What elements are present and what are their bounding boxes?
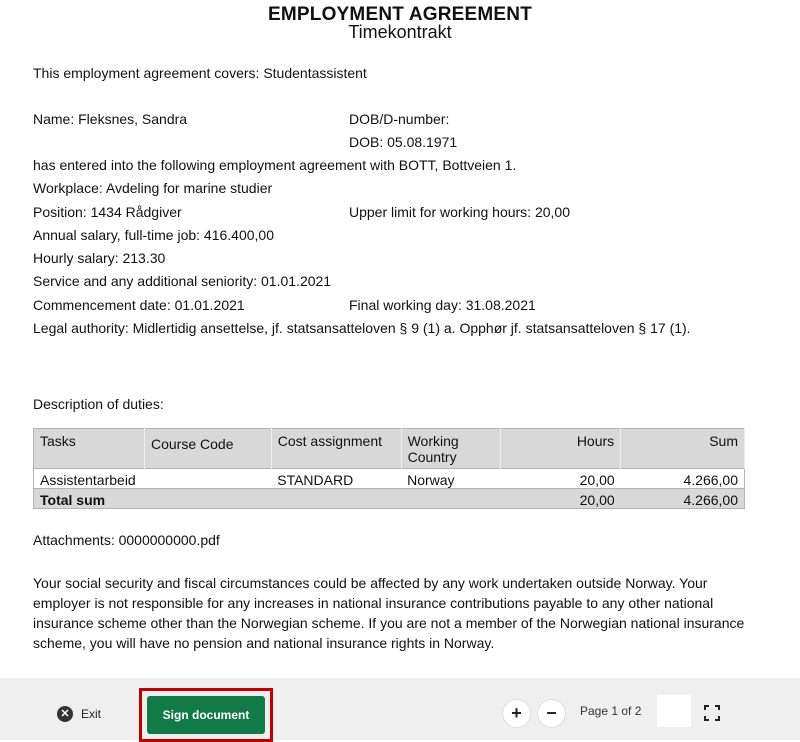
bottom-toolbar xyxy=(0,678,800,740)
total-label: Total sum xyxy=(34,489,145,509)
header-sum: Sum xyxy=(621,429,745,469)
cell-cost-assignment: STANDARD xyxy=(271,469,401,489)
table-header-row xyxy=(34,429,745,469)
cell-hours: 20,00 xyxy=(501,469,621,489)
position: Position: 1434 Rådgiver xyxy=(33,204,182,220)
commencement-date: Commencement date: 01.01.2021 xyxy=(33,297,245,313)
close-circle-icon: ✕ xyxy=(57,706,73,722)
total-sum: 4.266,00 xyxy=(621,489,745,509)
agreement-covers: This employment agreement covers: Studentassistent xyxy=(33,65,367,81)
dob-value: DOB: 05.08.1971 xyxy=(349,134,458,150)
duties-table xyxy=(33,428,745,509)
fullscreen-icon[interactable] xyxy=(703,704,721,722)
annual-salary: Annual salary, full-time job: 416.400,00 xyxy=(33,227,274,243)
exit-label: Exit xyxy=(81,707,102,721)
header-hours: Hours xyxy=(501,429,621,469)
workplace: Workplace: Avdeling for marine studier xyxy=(33,180,273,196)
legal-authority: Legal authority: Midlertidig ansettelse, jf. statsansatteloven § 9 (1) a. Opphør jf. statsansatteloven § 17 (1). xyxy=(33,320,691,336)
cell-course-code xyxy=(144,469,271,489)
header-tasks: Tasks xyxy=(34,429,145,469)
cell-task: Assistentarbeid xyxy=(34,469,145,489)
employee-name: Name: Fleksnes, Sandra xyxy=(33,111,188,127)
attachments: Attachments: 0000000000.pdf xyxy=(33,532,220,548)
total-empty xyxy=(271,489,401,509)
header-working-country: Working Country xyxy=(401,429,501,469)
sign-button-highlight xyxy=(139,688,273,742)
sign-document-button[interactable]: Sign document xyxy=(147,696,265,734)
cell-sum: 4.266,00 xyxy=(621,469,745,489)
disclaimer-paragraph: Your social security and fiscal circumstances could be affected by any work undertaken outside Norway. Your employer is not responsible for any increases in national insurance contributions payable to any other national insurance scheme other than the Norwegian scheme. If you are not a member of the Norwegian national insurance scheme, you will have no pension and national insurance rights in Norway. xyxy=(33,575,745,651)
zoom-out-button[interactable]: − xyxy=(538,700,565,727)
entered-agreement: has entered into the following employment agreement with BOTT, Bottveien 1. xyxy=(33,157,517,173)
total-empty xyxy=(401,489,501,509)
header-cost-assignment: Cost assignment xyxy=(271,429,401,469)
upper-limit-hours: Upper limit for working hours: 20,00 xyxy=(349,204,570,220)
final-working-day: Final working day: 31.08.2021 xyxy=(349,297,536,313)
page-indicator: Page 1 of 2 xyxy=(580,704,642,718)
hourly-salary: Hourly salary: 213.30 xyxy=(33,250,166,266)
duties-label: Description of duties: xyxy=(33,396,164,412)
dob-label: DOB/D-number: xyxy=(349,111,450,127)
cell-working-country: Norway xyxy=(401,469,501,489)
seniority: Service and any additional seniority: 01.01.2021 xyxy=(33,273,332,289)
header-course-code: Course Code xyxy=(144,429,271,469)
page-number-input[interactable] xyxy=(657,695,691,727)
table-total-row xyxy=(34,489,745,509)
table-row xyxy=(34,469,745,489)
document-title: EMPLOYMENT AGREEMENT xyxy=(267,4,533,25)
document-subtitle: Timekontrakt xyxy=(348,22,452,42)
total-empty xyxy=(144,489,271,509)
exit-button[interactable] xyxy=(57,706,101,722)
total-hours: 20,00 xyxy=(501,489,621,509)
zoom-in-button[interactable]: + xyxy=(503,700,530,727)
